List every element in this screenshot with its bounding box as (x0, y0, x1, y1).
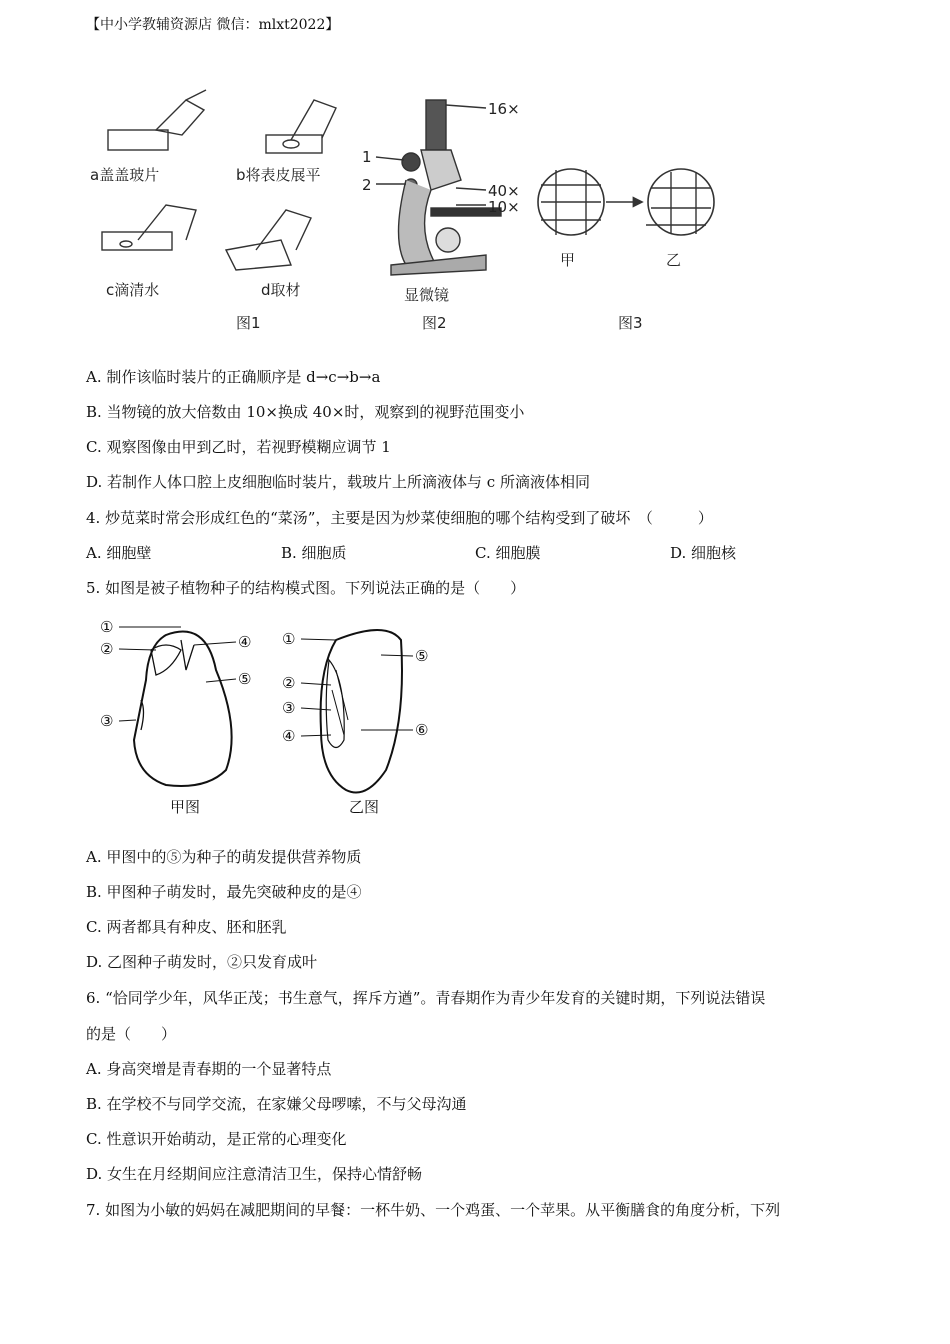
q6-option-c: C. 性意识开始萌动，是正常的心理变化 (86, 1130, 347, 1148)
seed-yi-label-3: ③ (282, 699, 296, 717)
q6-stem-line1: 6. “恰同学少年，风华正茂；书生意气，挥斥方遒”。青春期作为青少年发育的关键时期，下列说法错误 (86, 989, 766, 1007)
seed-diagram (86, 610, 446, 830)
fig3-caption: 图3 (618, 314, 643, 332)
fig1-label-b: b将表皮展平 (236, 166, 321, 184)
page-header: 【中小学教辅资源店 微信：mlxt2022】 (86, 17, 340, 33)
figure-1-2-3-illustration (86, 80, 726, 340)
fig1-label-c: c滴清水 (106, 281, 160, 299)
q5-option-c: C. 两者都具有种皮、胚和胚乳 (86, 918, 287, 936)
fig3-label-jia: 甲 (560, 251, 576, 269)
fig2-label-2: 2 (362, 176, 372, 194)
q6-option-b: B. 在学校不与同学交流，在家嫌父母啰嗦，不与父母沟通 (86, 1095, 467, 1113)
seed-yi-label-4: ④ (282, 727, 296, 745)
seed-jia-label-4: ④ (238, 633, 252, 651)
seed-yi-label-1: ① (282, 630, 296, 648)
seed-jia-label-1: ① (100, 618, 114, 636)
q6-option-a: A. 身高突增是青春期的一个显著特点 (86, 1060, 332, 1078)
fig2-caption: 图2 (422, 314, 447, 332)
q4-option-a: A. 细胞壁 (86, 544, 152, 562)
fig2-label-40x: 40× (488, 182, 520, 200)
seed-jia-label-3: ③ (100, 712, 114, 730)
fig1-caption: 图1 (236, 314, 261, 332)
fig2-label-microscope: 显微镜 (404, 286, 450, 304)
q7-stem-line1: 7. 如图为小敏的妈妈在减肥期间的早餐：一杯牛奶、一个鸡蛋、一个苹果。从平衡膳食的角度分析，下列 (86, 1201, 781, 1219)
seed-structure-figure (86, 610, 446, 830)
q3-option-a: A. 制作该临时装片的正确顺序是 d→c→b→a (86, 368, 381, 386)
q5-option-b: B. 甲图种子萌发时，最先突破种皮的是④ (86, 883, 362, 901)
seed-yi-caption: 乙图 (349, 798, 380, 816)
q3-option-c: C. 观察图像由甲到乙时，若视野模糊应调节 1 (86, 438, 391, 456)
seed-yi-label-6: ⑥ (415, 721, 429, 739)
q5-option-a: A. 甲图中的⑤为种子的萌发提供营养物质 (86, 848, 362, 866)
fig2-label-1: 1 (362, 148, 372, 166)
q3-option-b: B. 当物镜的放大倍数由 10×换成 40×时，观察到的视野范围变小 (86, 403, 525, 421)
q3-option-d: D. 若制作人体口腔上皮细胞临时装片，载玻片上所滴液体与 c 所滴液体相同 (86, 473, 590, 491)
fig2-label-10x: 10× (488, 198, 520, 216)
seed-jia-caption: 甲图 (170, 798, 201, 816)
q4-option-d: D. 细胞核 (670, 544, 737, 562)
seed-jia-label-2: ② (100, 640, 114, 658)
q5-stem: 5. 如图是被子植物种子的结构模式图。下列说法正确的是（ ） (86, 579, 526, 597)
q5-option-d: D. 乙图种子萌发时，②只发育成叶 (86, 953, 318, 971)
fig2-label-eyepiece: 16× (488, 100, 520, 118)
seed-yi-label-5: ⑤ (415, 647, 429, 665)
q4-option-c: C. 细胞膜 (475, 544, 541, 562)
fig1-label-a: a盖盖玻片 (90, 166, 160, 184)
fig3-label-yi: 乙 (666, 251, 682, 269)
seed-jia-label-5: ⑤ (238, 670, 252, 688)
q6-stem-line2: 的是（ ） (86, 1025, 177, 1043)
q4-option-b: B. 细胞质 (281, 544, 347, 562)
fig1-label-d: d取材 (261, 281, 301, 299)
q6-option-d: D. 女生在月经期间应注意清洁卫生，保持心情舒畅 (86, 1165, 423, 1183)
figure-row-microscope (86, 80, 726, 340)
seed-yi-label-2: ② (282, 674, 296, 692)
q4-stem: 4. 炒苋菜时常会形成红色的“菜汤”，主要是因为炒菜使细胞的哪个结构受到了破坏 （ ） (86, 509, 713, 527)
